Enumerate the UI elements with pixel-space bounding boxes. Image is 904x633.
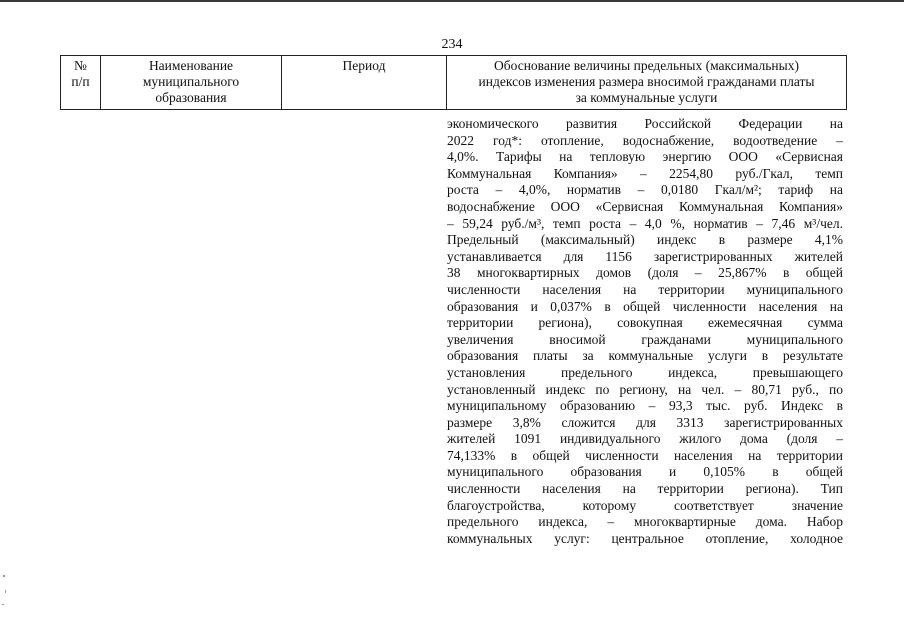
text-line: водоснабжение ООО «Сервисная Коммунальная Компания» <box>447 198 843 214</box>
text-line: 74,133% в общей численности населения на территории <box>447 447 843 463</box>
text-line: установления предельного индекса, превышающего <box>447 364 843 380</box>
scan-artifact <box>2 604 4 605</box>
text-line: роста – 4,0%, норматив – 0,0180 Гкал/м²; тариф на <box>447 182 843 198</box>
header-cell-municipality: Наименование муниципального образования <box>101 56 282 110</box>
text-line: 4,0%. Тарифы на тепловую энергию ООО «Сервисная <box>447 149 843 165</box>
text-line: предельного индекса, – многоквартирные дома. Набор <box>447 514 843 530</box>
header-cell-period: Период <box>282 56 447 110</box>
scan-artifact <box>3 575 5 577</box>
text-line: – 59,24 руб./м³, темп роста – 4,0 %, норматив – 7,46 м³/чел. <box>447 215 843 231</box>
text-line: увеличения вносимой гражданами муниципального <box>447 331 843 347</box>
scan-artifact <box>5 590 6 593</box>
text-line: благоустройства, которому соответствует значение <box>447 497 843 513</box>
text-line: муниципальному образованию – 93,3 тыс. руб. Индекс в <box>447 398 843 414</box>
text-line: размере 3,8% сложится для 3313 зарегистрированных <box>447 414 843 430</box>
text-line: 2022 год*: отопление, водоснабжение, водоотведение – <box>447 132 843 148</box>
text-line: Предельный (максимальный) индекс в размере 4,1% <box>447 232 843 248</box>
text-line: муниципального образования и 0,105% в общей <box>447 464 843 480</box>
text-line: численности населения на территории региона). Тип <box>447 481 843 497</box>
text-line: численности населения на территории муниципального <box>447 281 843 297</box>
text-line: коммунальных услуг: центральное отопление, холодное <box>447 530 843 546</box>
text-line: жителей 1091 индивидуального жилого дома (доля – <box>447 431 843 447</box>
justification-text <box>447 116 843 547</box>
text-line: установленный индекс по региону, на чел. – 80,71 руб., по <box>447 381 843 397</box>
table-header <box>60 55 847 110</box>
text-line: территории региона), совокупная ежемесячная сумма <box>447 315 843 331</box>
table-header-row <box>61 56 847 110</box>
text-line: экономического развития Российской Федерации на <box>447 116 843 131</box>
text-line: 38 многоквартирных домов (доля – 25,867% в общей <box>447 265 843 281</box>
text-line: Коммунальная Компания» – 2254,80 руб./Гкал, темп <box>447 165 843 181</box>
page-number: 234 <box>441 37 463 52</box>
header-cell-number: № п/п <box>61 56 101 110</box>
header-cell-justification: Обоснование величины предельных (максимальных) индексов изменения размера вносимой гражданами платы за коммунальные услуги <box>447 56 847 110</box>
text-line: устанавливается для 1156 зарегистрированных жителей <box>447 248 843 264</box>
text-line: образования платы за коммунальные услуги в результате <box>447 348 843 364</box>
text-line: образования и 0,037% в общей численности населения на <box>447 298 843 314</box>
top-border-line <box>0 0 904 2</box>
